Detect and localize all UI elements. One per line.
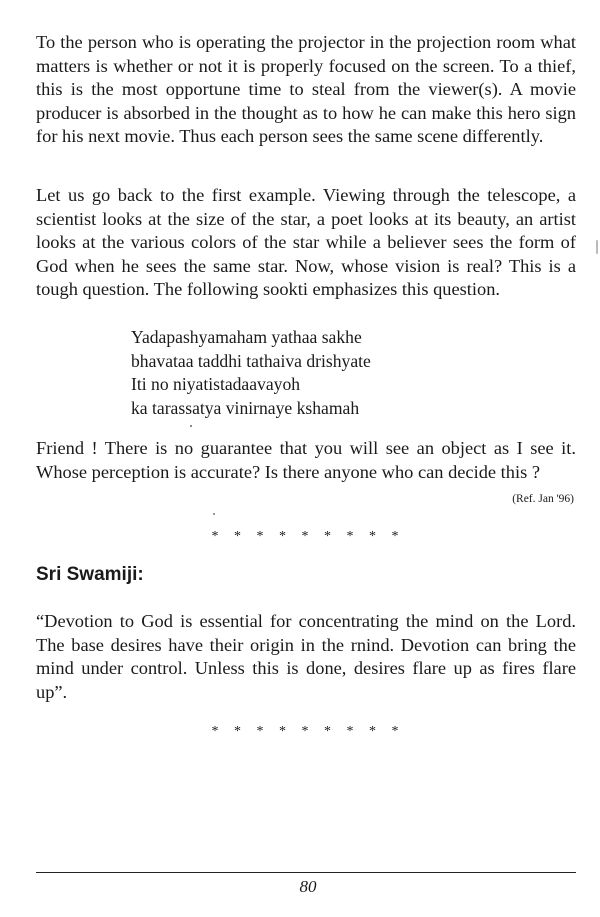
star-separator: * * * * * * * * * — [211, 529, 405, 544]
verse-line: bhavataa taddhi tathaiva drishyate — [131, 350, 371, 371]
star-separator: * * * * * * * * * — [211, 724, 405, 739]
verse-line: Iti no niyatistadaavayoh — [131, 374, 301, 395]
projector-paragraph: To the person who is operating the projector in the projection room what matters is whether or not it is properly focused on the screen. To a thief, this is the most opportune time to steal from the viewer(s). A movie producer is absorbed in the thought as to how he can make this hero sign for his next movie. Thus each person sees the same scene differently. — [36, 32, 576, 147]
footer-rule — [36, 872, 576, 873]
scan-speck — [596, 240, 598, 254]
scan-speck — [190, 425, 192, 427]
section-heading: Sri Swamiji: — [36, 564, 144, 585]
swamiji-quote: “Devotion to God is essential for concentrating the mind on the Lord. The base desires have their origin in the rnind. Devotion can bring the mind under control. Unless this is done, desires flare up as fires flare up”. — [36, 611, 576, 702]
star-paragraph: Let us go back to the first example. Viewing through the telescope, a scientist looks at the size of the star, a poet looks at its beauty, an artist looks at the various colors of the star while a believer sees the form of God when he sees the same star. Now, whose vision is real? This is a tough question. The following sookti emphasizes this question. — [36, 185, 576, 300]
page-number: 80 — [299, 877, 317, 896]
sookti-verse — [131, 326, 371, 420]
verse-line: ka tarassatya vinirnaye kshamah — [131, 397, 360, 418]
scan-speck — [213, 513, 215, 515]
reference-note: (Ref. Jan '96) — [512, 493, 574, 505]
verse-line: Yadapashyamaham yathaa sakhe — [131, 327, 362, 347]
friend-paragraph: Friend ! There is no guarantee that you will see an object as I see it. Whose perception is accurate? Is there anyone who can decide this ? — [36, 438, 576, 482]
